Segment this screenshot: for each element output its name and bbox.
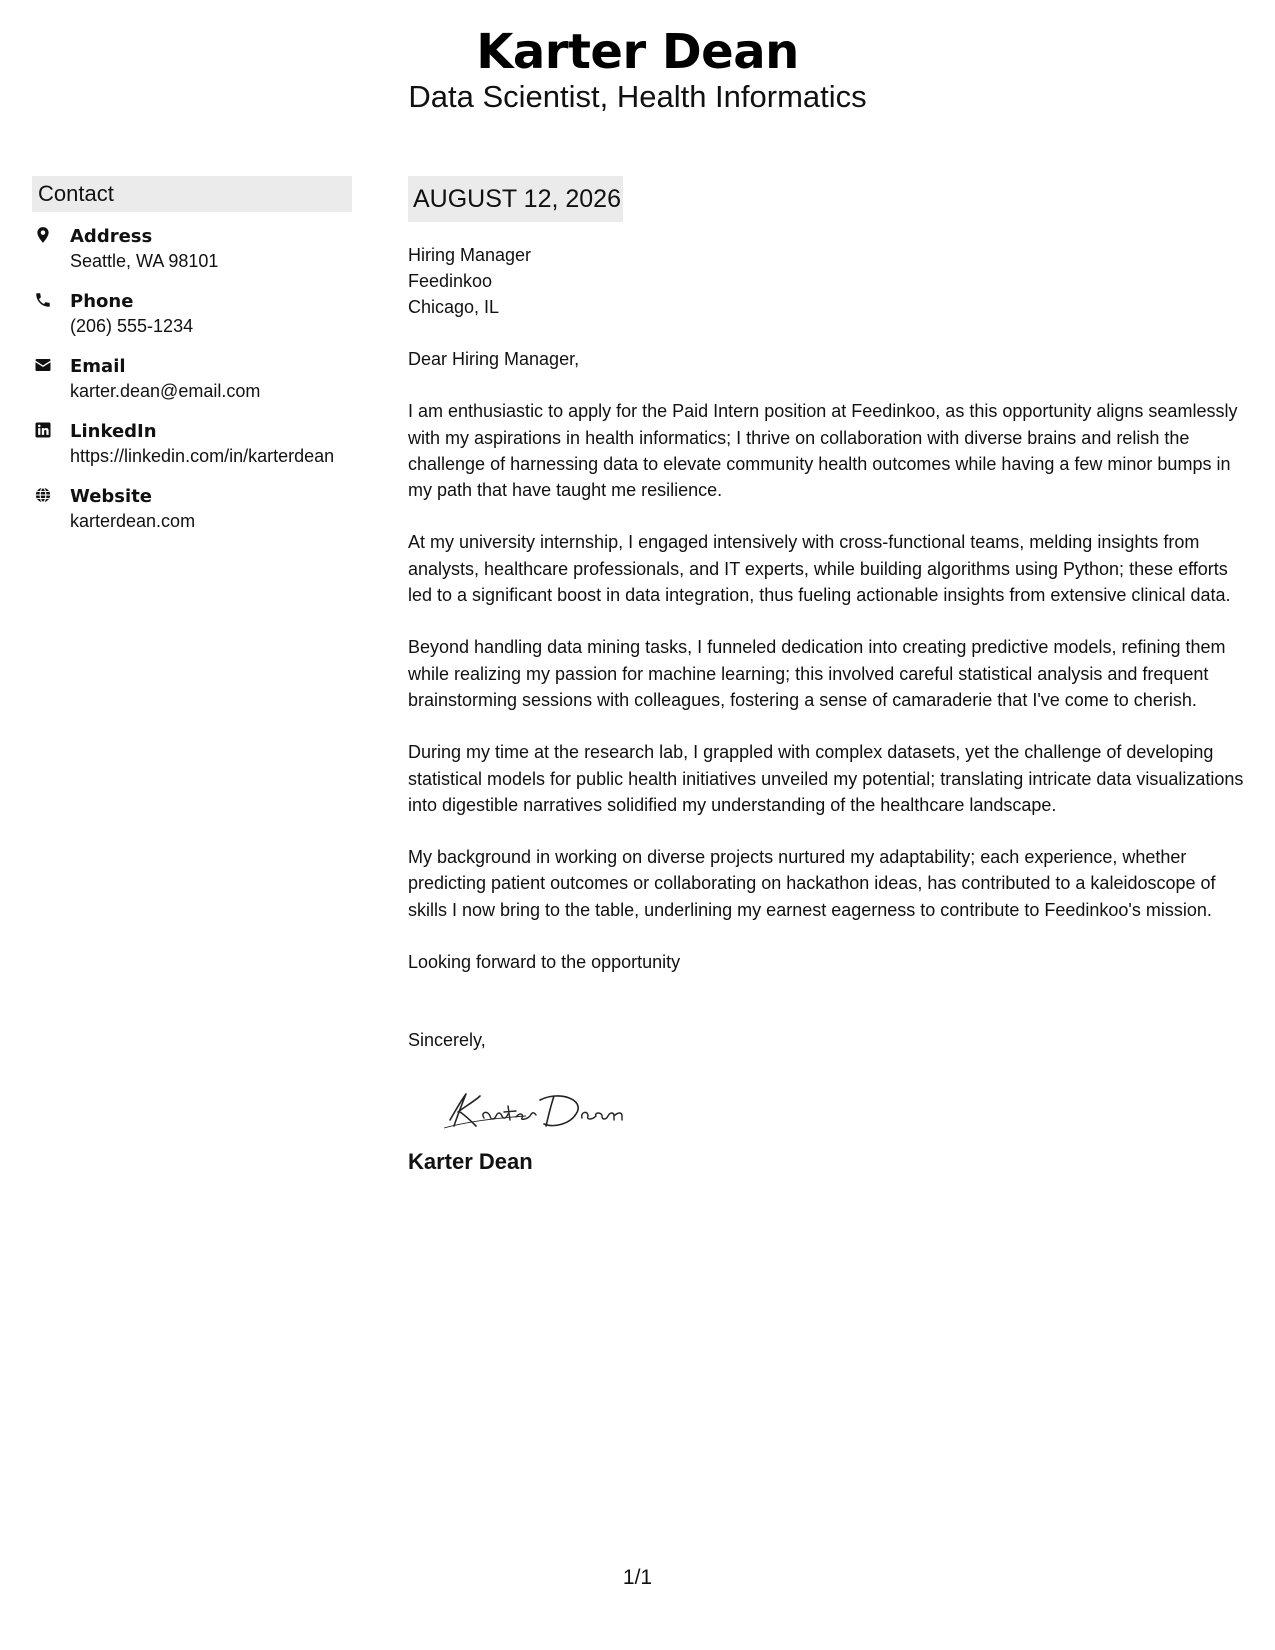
contact-item-email — [32, 354, 352, 404]
handwritten-signature — [436, 1082, 676, 1138]
contact-value-email: karter.dean@email.com — [70, 381, 261, 401]
contact-heading: Contact — [32, 176, 352, 212]
contact-label-linkedin: LinkedIn — [70, 421, 157, 442]
map-pin-icon — [32, 224, 70, 246]
contact-value-phone: (206) 555-1234 — [70, 316, 194, 336]
contact-item-website — [32, 484, 352, 534]
recipient-location: Chicago, IL — [408, 297, 500, 317]
contact-sidebar — [32, 176, 352, 549]
letter-paragraph: At my university internship, I engaged intensively with cross-functional teams, melding insights from analysts, healthcare professionals, and IT experts, while building algorithms using Python; these efforts led to a significant boost in data integration, thus fueling actionable insights from extensive clinical data. — [408, 532, 1231, 606]
contact-label-phone: Phone — [70, 291, 134, 312]
contact-label-website: Website — [70, 486, 153, 507]
contact-item-linkedin — [32, 419, 352, 469]
letter-paragraph: During my time at the research lab, I grappled with complex datasets, yet the challenge of developing statistical models for public health initiatives unveiled my potential; translating intricate data visualizations into digestible narratives solidified my understanding of the healthcare landscape. — [408, 742, 1244, 815]
contact-item-address — [32, 224, 352, 274]
globe-icon — [32, 484, 70, 506]
contact-label-email: Email — [70, 356, 126, 377]
signature-image — [436, 1082, 676, 1138]
contact-item-phone — [32, 289, 352, 339]
letter-signoff: Sincerely, — [408, 1030, 486, 1051]
letter-paragraph: I am enthusiastic to apply for the Paid Intern position at Feedinkoo, as this opportunity aligns seamlessly with my aspirations in health informatics; I thrive on collaboration with diverse brains and relish the challenge of harnessing data to elevate community health outcomes while having a few minor bumps in my path that have taught me resilience. — [408, 401, 1238, 501]
recipient-name: Hiring Manager — [408, 245, 532, 265]
linkedin-icon — [32, 419, 70, 441]
contact-value-address: Seattle, WA 98101 — [70, 251, 219, 271]
phone-icon — [32, 289, 70, 311]
contact-list — [32, 224, 352, 534]
applicant-title: Data Scientist, Health Informatics — [408, 79, 867, 114]
letter-greeting: Dear Hiring Manager, — [408, 349, 580, 369]
contact-label-address: Address — [70, 226, 153, 247]
letter-paragraph: My background in working on diverse projects nurtured my adaptability; each experience, whether predicting patient outcomes or collaborating on hackathon ideas, has contributed to a kaleidoscope of skills I now bring to the table, underlining my earnest eagerness to contribute to Feedinkoo's mission. — [408, 847, 1216, 920]
contact-value-linkedin[interactable]: https://linkedin.com/in/karterdean — [70, 446, 335, 466]
recipient-block — [408, 242, 1248, 320]
letter-header — [0, 22, 1275, 116]
page-number: 1/1 — [622, 1566, 653, 1589]
recipient-company: Feedinkoo — [408, 271, 493, 291]
envelope-icon — [32, 354, 70, 376]
letter-paragraph: Beyond handling data mining tasks, I funneled dedication into creating predictive models, refining them while realizing my passion for machine learning; this involved careful statistical analysis and frequent brainstorming sessions with colleagues, fostering a sense of camaraderie that I've come to cherish. — [408, 637, 1226, 710]
contact-value-website[interactable]: karterdean.com — [70, 511, 196, 531]
letter-date: AUGUST 12, 2026 — [408, 176, 623, 222]
applicant-name: Karter Dean — [476, 24, 799, 80]
letter-closing: Looking forward to the opportunity — [408, 952, 681, 973]
signed-name: Karter Dean — [408, 1148, 533, 1174]
letter-body — [408, 176, 1248, 1176]
